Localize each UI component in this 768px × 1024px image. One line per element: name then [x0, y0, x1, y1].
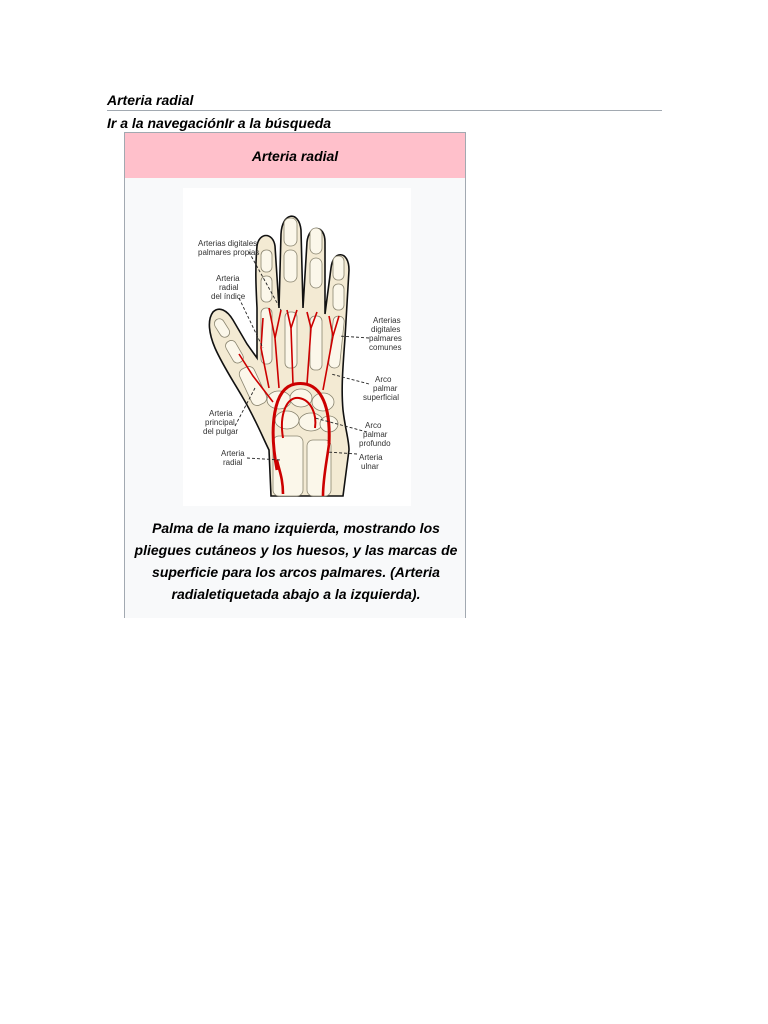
label-radial-line2: radial: [223, 458, 243, 467]
label-digitales-propias-line2: palmares propias: [198, 248, 260, 257]
infobox-caption: Palma de la mano izquierda, mostrando los pliegues cutáneos y los huesos, y las marcas de superficie para los arcos palmares. (Arteria radialetiquetada abajo a la izquierda).: [134, 520, 458, 602]
hand-anatomy-figure[interactable]: [183, 188, 411, 506]
label-radial-indice-line3: del índice: [211, 292, 246, 301]
skip-to-navigation-link[interactable]: Ir a la navegación: [107, 115, 225, 131]
label-arco-superficial-line3: superficial: [363, 393, 400, 402]
page-title: Arteria radial: [107, 92, 662, 111]
label-digitales-comunes-line4: comunes: [369, 343, 402, 352]
label-arco-profundo-line2: palmar: [363, 430, 388, 439]
hand-illustration: [183, 188, 411, 506]
label-radial-indice-line1: Arteria: [216, 274, 240, 283]
label-principal-pulgar-line3: del pulgar: [203, 427, 239, 436]
label-radial-indice-line2: radial: [219, 283, 239, 292]
label-digitales-comunes-line3: palmares: [369, 334, 402, 343]
label-arco-superficial-line1: Arco: [375, 375, 392, 384]
label-principal-pulgar-line2: principal: [205, 418, 235, 427]
label-arco-profundo-line3: profundo: [359, 439, 391, 448]
label-arco-profundo-line1: Arco: [365, 421, 382, 430]
label-digitales-comunes-line2: digitales: [371, 325, 401, 334]
label-radial-line1: Arteria: [221, 449, 245, 458]
skip-links: [107, 115, 331, 131]
label-digitales-propias-line1: Arterias digitales: [198, 239, 258, 248]
label-principal-pulgar-line1: Arteria: [209, 409, 233, 418]
label-ulnar-line1: Arteria: [359, 453, 383, 462]
label-ulnar-line2: ulnar: [361, 462, 379, 471]
infobox-header: Arteria radial: [125, 133, 465, 178]
infobox: [124, 132, 466, 618]
label-digitales-comunes-line1: Arterias: [373, 316, 401, 325]
label-arco-superficial-line2: palmar: [373, 384, 398, 393]
skip-to-search-link[interactable]: Ir a la búsqueda: [224, 115, 332, 131]
